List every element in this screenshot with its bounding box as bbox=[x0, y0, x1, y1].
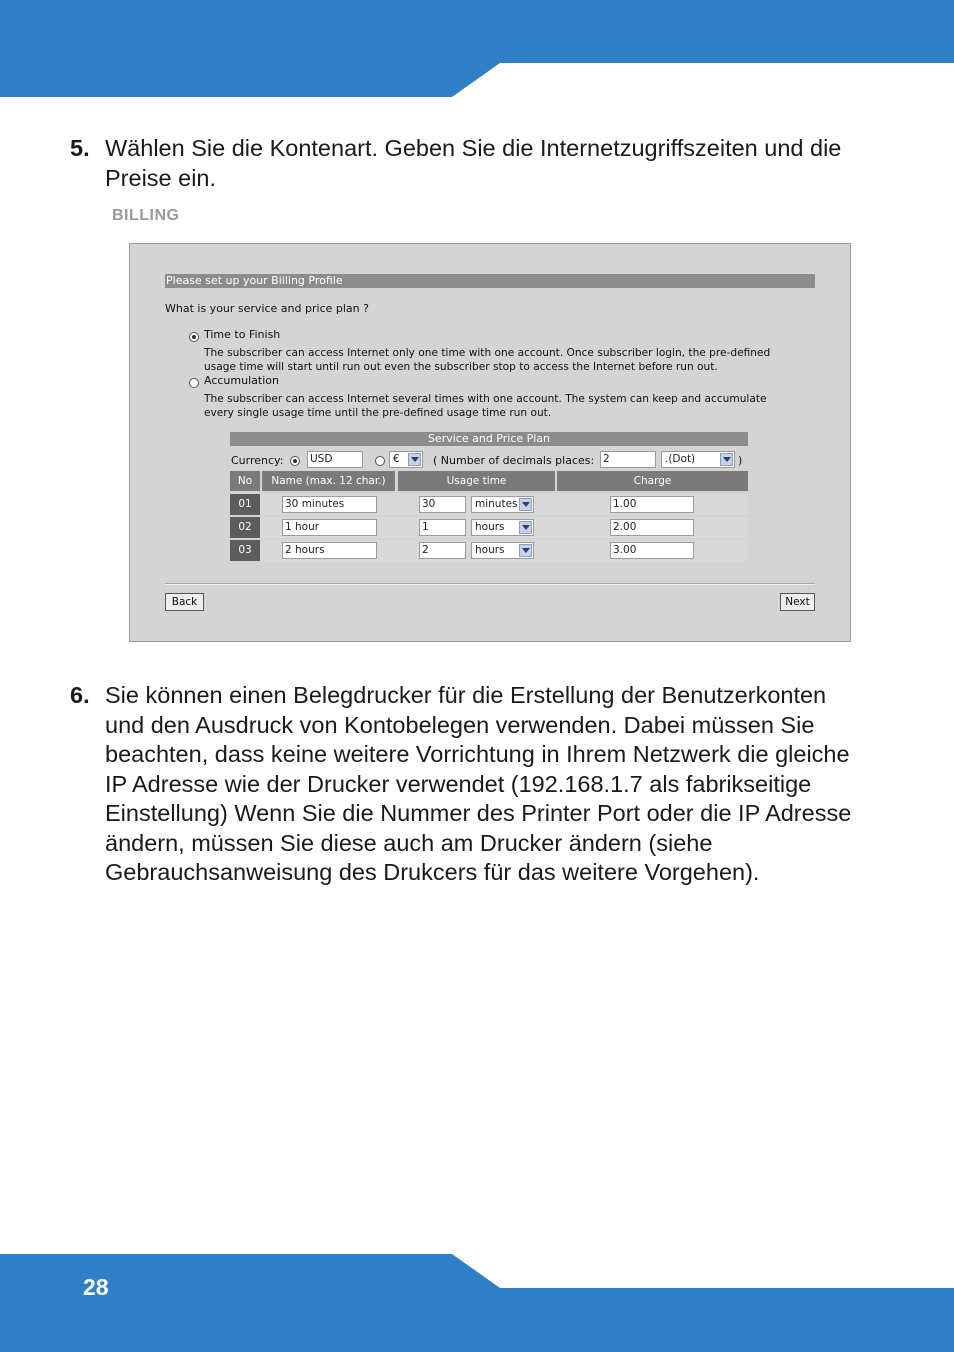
step-5 bbox=[70, 134, 870, 193]
row-number: 01 bbox=[230, 494, 260, 515]
currency-input[interactable]: USD bbox=[307, 451, 363, 468]
charge-input[interactable]: 2.00 bbox=[610, 519, 694, 536]
step-6-text: Sie können einen Belegdrucker für die Erstellung der Benutzerkonten und den Ausdruck von Kontobelegen verwenden. Dabei müssen Sie beachten, dass keine weitere Vorrichtung in Ihrem Netzwerk die gleiche IP Adresse wie der Drucker verwendet (192.168.1.7 als fabrikseitige Einstellung) Wenn Sie die Nummer des Printer Port oder die IP Adresse ändern, müssen Sie diese auch am Drucker ändern (siehe Gebrauchsanweisung des Drukcers für das weitere Vorgehen). bbox=[105, 682, 852, 885]
option-accumulation-desc-2: every single usage time until the pre-defined usage time run out. bbox=[204, 407, 552, 419]
radio-accumulation[interactable] bbox=[189, 378, 199, 388]
plan-name-input[interactable]: 2 hours bbox=[282, 542, 377, 559]
decimal-separator-value: .(Dot) bbox=[665, 453, 696, 465]
decimals-input[interactable]: 2 bbox=[600, 451, 656, 468]
col-header-name: Name (max. 12 char.) bbox=[262, 471, 395, 491]
plan-name-input[interactable]: 1 hour bbox=[282, 519, 377, 536]
col-header-charge: Charge bbox=[557, 471, 748, 491]
col-header-usage: Usage time bbox=[398, 471, 555, 491]
currency-symbol-value: € bbox=[393, 453, 400, 465]
plan-name-input[interactable]: 30 minutes bbox=[282, 496, 377, 513]
profile-title-bar: Please set up your Billing Profile bbox=[165, 274, 815, 288]
currency-label: Currency: bbox=[231, 454, 284, 467]
usage-time-input[interactable]: 1 bbox=[419, 519, 466, 536]
currency-symbol-select[interactable] bbox=[389, 451, 423, 468]
usage-unit-value: hours bbox=[475, 544, 505, 556]
chevron-down-icon bbox=[519, 544, 532, 557]
decimals-close: ) bbox=[738, 454, 743, 467]
billing-heading: BILLING bbox=[112, 207, 180, 224]
charge-input[interactable]: 3.00 bbox=[610, 542, 694, 559]
option-accumulation-desc-1: The subscriber can access Internet several times with one account. The system can keep and accumulate bbox=[204, 393, 767, 405]
charge-input[interactable]: 1.00 bbox=[610, 496, 694, 513]
page-number: 28 bbox=[83, 1274, 109, 1300]
chevron-down-icon bbox=[519, 498, 532, 511]
usage-unit-select[interactable] bbox=[471, 542, 534, 559]
radio-currency-usd[interactable] bbox=[290, 456, 300, 466]
decimals-label: ( Number of decimals places: bbox=[433, 454, 595, 467]
option-time-to-finish-desc-1: The subscriber can access Internet only one time with one account. Once subscriber login, the pre-defined bbox=[204, 347, 771, 359]
header-band bbox=[0, 0, 954, 97]
step-5-text: Wählen Sie die Kontenart. Geben Sie die Internetzugriffszeiten und die Preise ein. bbox=[105, 135, 842, 191]
step-6 bbox=[70, 681, 870, 888]
chevron-down-icon bbox=[408, 453, 421, 466]
usage-unit-value: hours bbox=[475, 521, 505, 533]
row-number: 03 bbox=[230, 540, 260, 561]
plan-question: What is your service and price plan ? bbox=[165, 302, 369, 315]
decimal-separator-select[interactable] bbox=[661, 451, 735, 468]
usage-unit-select[interactable] bbox=[471, 496, 534, 513]
radio-time-to-finish[interactable] bbox=[189, 332, 199, 342]
option-accumulation-label: Accumulation bbox=[204, 374, 279, 387]
step-6-number: 6. bbox=[70, 682, 90, 708]
plan-title-bar: Service and Price Plan bbox=[230, 432, 748, 446]
billing-profile-panel bbox=[129, 243, 851, 642]
usage-unit-value: minutes bbox=[475, 498, 518, 510]
back-button[interactable]: Back bbox=[165, 593, 204, 611]
usage-unit-select[interactable] bbox=[471, 519, 534, 536]
option-time-to-finish-desc-2: usage time will start until run out even the subscriber stop to access the Internet before run out. bbox=[204, 361, 718, 373]
footer-band bbox=[0, 1252, 954, 1352]
chevron-down-icon bbox=[720, 453, 733, 466]
usage-time-input[interactable]: 2 bbox=[419, 542, 466, 559]
option-time-to-finish-label: Time to Finish bbox=[204, 328, 281, 341]
row-number: 02 bbox=[230, 517, 260, 538]
step-5-number: 5. bbox=[70, 135, 90, 161]
usage-time-input[interactable]: 30 bbox=[419, 496, 466, 513]
radio-currency-symbol[interactable] bbox=[375, 456, 385, 466]
next-button[interactable]: Next bbox=[780, 593, 815, 611]
divider bbox=[165, 583, 815, 585]
col-header-no: No bbox=[230, 471, 260, 491]
chevron-down-icon bbox=[519, 521, 532, 534]
